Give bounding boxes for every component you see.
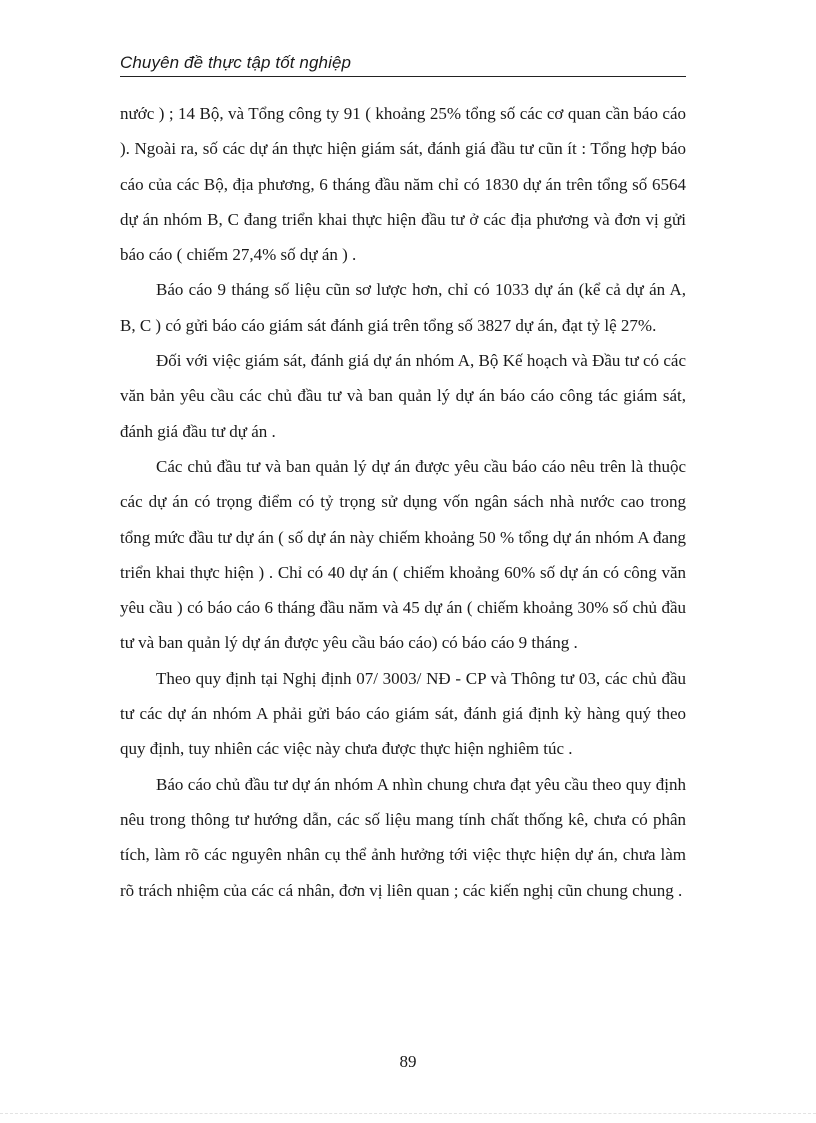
paragraph-1: nước ) ; 14 Bộ, và Tổng công ty 91 ( khoảng 25% tổng số các cơ quan cần báo cáo ). Ngoài ra, số các dự án thực hiện giám sát, đánh giá đầu tư cũn ít : Tổng hợp báo cáo của các Bộ, địa phương, 6 tháng đầu năm chỉ có 1830 dự án trên tổng số 6564 dự án nhóm B, C đang triển khai thực hiện đầu tư ở các địa phương và đơn vị gửi báo cáo ( chiếm 27,4% số dự án ) . [120, 104, 686, 265]
paragraph-6: Báo cáo chủ đầu tư dự án nhóm A nhìn chung chưa đạt yêu cầu theo quy định nêu trong thông tư hướng dẫn, các số liệu mang tính chất thống kê, chưa có phân tích, làm rõ các nguyên nhân cụ thể ảnh hưởng tới việc thực hiện dự án, chưa làm rõ trách nhiệm của các cá nhân, đơn vị liên quan ; các kiến nghị cũn chung chung . [120, 774, 686, 900]
header-title: Chuyên đề thực tập tốt nghiệp [120, 53, 352, 72]
page-bottom-rule [0, 1113, 816, 1114]
paragraph-5: Theo quy định tại Nghị định 07/ 3003/ NĐ - CP và Thông tư 03, các chủ đầu tư các dự án nhóm A phải gửi báo cáo giám sát, đánh giá định kỳ hàng quý theo quy định, tuy nhiên các việc này chưa được thực hiện nghiêm túc . [120, 668, 686, 759]
page-number: 89 [399, 1052, 417, 1071]
page-header [120, 50, 686, 77]
paragraph-4: Các chủ đầu tư và ban quản lý dự án được yêu cầu báo cáo nêu trên là thuộc các dự án có trọng điểm có tỷ trọng sử dụng vốn ngân sách nhà nước cao trong tổng mức đầu tư dự án ( số dự án này chiếm khoảng 50 % tổng dự án nhóm A đang triển khai thực hiện ) . Chỉ có 40 dự án ( chiếm khoảng 60% số dự án có công văn yêu cầu ) có báo cáo 6 tháng đầu năm và 45 dự án ( chiếm khoảng 30% số chủ đầu tư và ban quản lý dự án được yêu cầu báo cáo) có báo cáo 9 tháng . [120, 456, 686, 653]
body-text [120, 96, 686, 908]
paragraph-3: Đối với việc giám sát, đánh giá dự án nhóm A, Bộ Kế hoạch và Đầu tư có các văn bản yêu cầu các chủ đầu tư và ban quản lý dự án báo cáo công tác giám sát, đánh giá đầu tư dự án . [120, 351, 686, 441]
paragraph-2: Báo cáo 9 tháng số liệu cũn sơ lược hơn, chỉ có 1033 dự án (kể cả dự án A, B, C ) có gửi báo cáo giám sát đánh giá trên tổng số 3827 dự án, đạt tỷ lệ 27%. [120, 280, 686, 335]
